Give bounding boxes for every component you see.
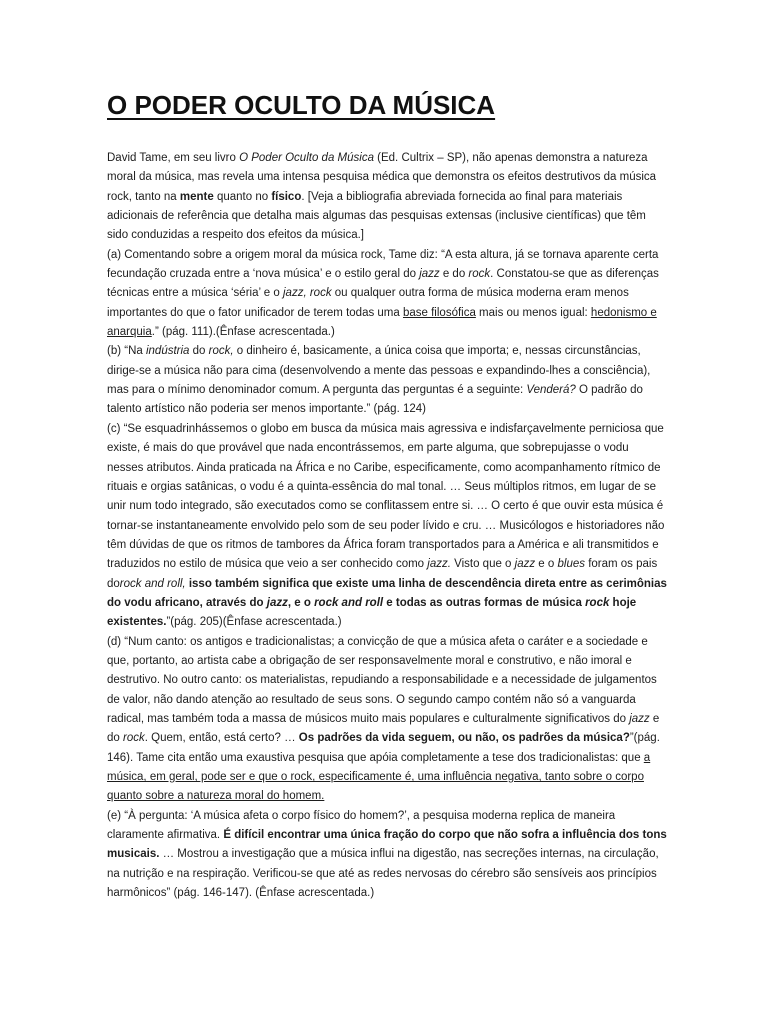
text-span: ”(pág. 205)(Ênfase acrescentada.) <box>166 616 342 629</box>
text-span: O padrão do talento artístico não poderia ser menos importante.” (pág. 124) <box>107 384 643 416</box>
text-span: e do <box>107 712 660 745</box>
underlined-span: a música, em geral, pode ser e que o rock, especificamente é, uma influência negativa, tanto sobre o corpo quanto sobre a natureza moral do homem. <box>107 751 651 803</box>
italic-term: rock <box>123 732 145 745</box>
text-span: do <box>189 345 209 358</box>
bold-term-mente: mente <box>179 190 214 203</box>
paragraph-d <box>107 633 667 807</box>
text-span: (e) “À pergunta: ‘A música afeta o corpo físico do homem?’, a pesquisa moderna replica de maneira claramente afirmativa. <box>107 809 616 842</box>
text-span: . Constatou-se que as diferenças técnicas entre a música ‘séria’ e o <box>107 268 659 300</box>
bold-term-fisico: físico <box>271 190 302 203</box>
text-span: (a) Comentando sobre a origem moral da música rock, Tame diz: “A esta altura, já se tornava aparente certa fecundação cruzada entre a ‘nova música’ e o estilo geral do <box>107 248 659 281</box>
bold-italic-term: jazz <box>266 596 288 609</box>
paragraph-e <box>107 807 667 904</box>
italic-term: jazz <box>629 712 650 725</box>
text-span: foram os pais do <box>107 558 658 590</box>
text-span: ou qualquer outra forma de música moderna eram menos importantes do que o fator unificador de terem todas uma <box>107 287 629 319</box>
text-span: Visto que o <box>450 558 515 571</box>
italic-term: Venderá? <box>526 384 576 397</box>
italic-term: rock, <box>208 345 234 358</box>
paragraph-b <box>107 342 667 419</box>
text-span: (d) “Num canto: os antigos e tradicionalistas; a convicção de que a música afeta o caráter e a sociedade e que, portanto, ao artista cabe a obrigação de ser responsavelmente moral e construtivo, e não imoral e destrutivo. No outro canto: os materialistas, repudiando a responsabilidade e a necessidade de julgamentos de valor, não dando atenção ao resultado de seus sons. O segundo campo contém não só a vanguarda radical, mas também toda a massa de músicos muito mais populares e culturalmente significativos do <box>107 635 657 725</box>
italic-term: jazz, rock <box>283 287 332 300</box>
italic-term: jazz <box>419 268 440 281</box>
book-title: O Poder Oculto da Música <box>239 152 374 164</box>
text-span: quanto no <box>213 190 272 203</box>
text-span: .” (pág. 111).(Ênfase acrescentada.) <box>151 326 335 339</box>
text-span: . Quem, então, está certo? … <box>144 732 299 745</box>
bold-span: , e o <box>287 596 315 609</box>
underlined-term: hedonismo e anarquia <box>107 306 657 339</box>
paragraph-c <box>107 420 667 633</box>
bold-span: isso também significa que existe uma linha de descendência direta entre as cerimônias do vodu africano, através do <box>107 577 667 609</box>
text-span: e do <box>439 268 469 281</box>
text-span: (c) “Se esquadrinhássemos o globo em busca da música mais agressiva e indisfarçavelmente perniciosa que existe, é mais do que provável que nada encontrássemos, em parte alguma, que sobrepujasse o vodu nesses atributos. Ainda praticada na África e no Caribe, especificamente, como acompanhamento rítmico de rituais e orgias satânicas, o vodu é a quinta-essência do mal tonal. … Seus múltiplos ritmos, em lugar de se unir num todo integrado, são executados como se conflitassem entre si. … O certo é que ouvir esta música é tornar-se instantaneamente envolvido pelo som de seu poder lívido e cru. … Musicólogos e historiadores não têm dúvidas de que os ritmos de tambores da África foram transportados para a América e ali transmitidos e traduzidos no estilo de música que veio a ser conhecido como <box>107 422 665 571</box>
italic-term: rock <box>468 268 491 281</box>
text-span: David Tame, em seu livro <box>107 152 240 164</box>
text-span: e o <box>535 558 558 571</box>
bold-italic-term: rock <box>585 596 610 609</box>
italic-term: blues <box>557 558 585 571</box>
bold-span: hoje existentes. <box>107 596 637 629</box>
underlined-term: base filosófica <box>402 306 476 319</box>
document-body <box>107 149 667 903</box>
paragraph-a <box>107 246 667 343</box>
text-span: mais ou menos igual: <box>475 306 591 319</box>
italic-term: jazz <box>514 558 536 571</box>
text-span: … Mostrou a investigação que a música influi na digestão, nas secreções internas, na circulação, na nutrição e na respiração. Verificou-se que até as redes nervosas do cérebro são sensíveis aos princípios harmônicos” (pág. 146-147). (Ênfase acrescentada.) <box>107 848 659 900</box>
text-span: ”(pág. 146). Tame cita então uma exaustiva pesquisa que apóia completamente a tese dos tradicionalistas: que <box>107 732 660 764</box>
text-span: . [Veja a bibliografia abreviada fornecida ao final para materiais adicionais de referência que detalha mais algumas das pesquisas extensas (inclusive científicas) que têm sido conduzidas a respeito dos efeitos da música.] <box>107 190 646 242</box>
text-span: (b) “Na <box>107 345 146 358</box>
italic-term: rock and roll, <box>119 577 186 590</box>
bold-span: É difícil encontrar uma única fração do corpo que não sofra a influência dos tons musicais. <box>107 829 667 861</box>
page-title: O PODER OCULTO DA MÚSICA <box>107 90 496 120</box>
bold-italic-term: rock and roll <box>314 596 384 609</box>
intro-paragraph <box>107 149 667 246</box>
italic-term: jazz. <box>427 558 451 571</box>
text-span: (Ed. Cultrix – SP), não apenas demonstra a natureza moral da música, mas revela uma intensa pesquisa médica que demonstra os efeitos destrutivos da música rock, tanto na <box>107 152 657 203</box>
text-span: o dinheiro é, basicamente, a única coisa que importa; e, nessas circunstâncias, dirige-se a música não para cima (desenvolvendo a mente das pessoas e expandindo-lhes a consciência), mas para o mínimo denominador comum. A pergunta das perguntas é a seguinte: <box>107 345 651 397</box>
bold-span: Os padrões da vida seguem, ou não, os padrões da música? <box>298 732 630 745</box>
italic-term: indústria <box>145 345 190 358</box>
bold-span: e todas as outras formas de música <box>383 596 586 609</box>
